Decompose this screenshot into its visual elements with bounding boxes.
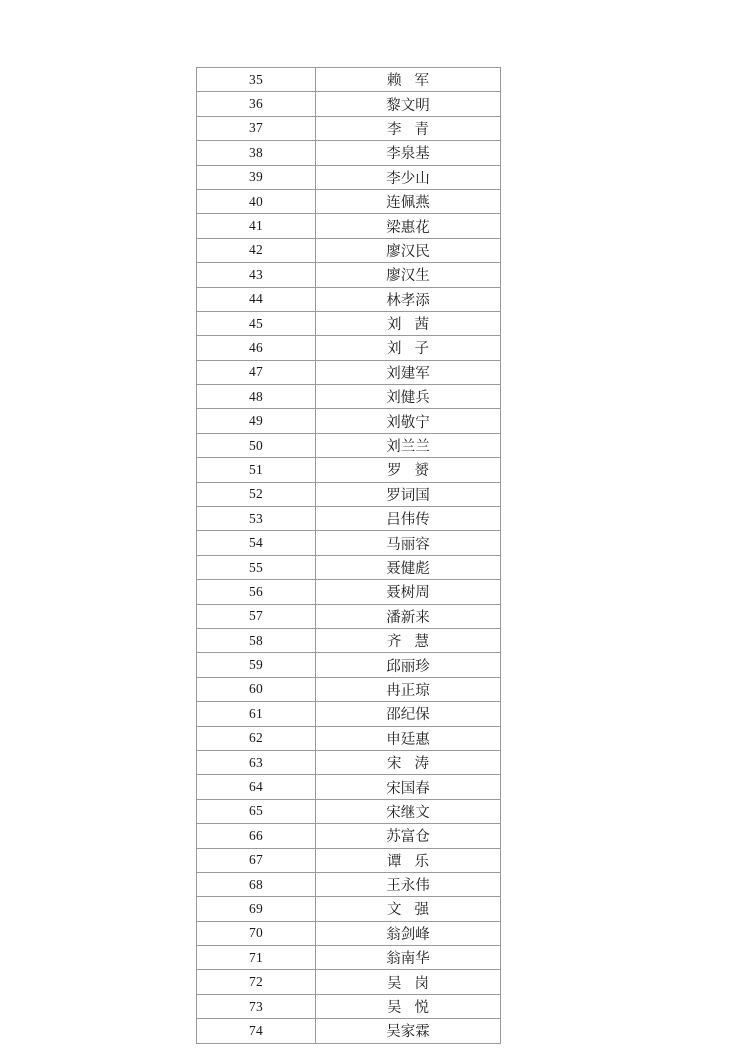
row-name-cell: 刘建军 bbox=[316, 360, 501, 384]
table-row bbox=[197, 433, 501, 457]
row-name-cell: 连佩燕 bbox=[316, 189, 501, 213]
row-name-cell: 罗词国 bbox=[316, 482, 501, 506]
row-name-cell: 黎文明 bbox=[316, 92, 501, 116]
name-glyph: 赖 bbox=[387, 73, 402, 90]
name-glyph: 乐 bbox=[414, 853, 429, 870]
table-row bbox=[197, 263, 501, 287]
row-index-cell: 65 bbox=[197, 799, 316, 823]
table-row bbox=[197, 702, 501, 726]
name-glyph: 吴 bbox=[387, 975, 402, 992]
row-index-cell: 60 bbox=[197, 677, 316, 701]
row-index-cell: 51 bbox=[197, 458, 316, 482]
table-row bbox=[197, 360, 501, 384]
table-row bbox=[197, 141, 501, 165]
row-index-cell: 52 bbox=[197, 482, 316, 506]
row-index-cell: 56 bbox=[197, 580, 316, 604]
row-name-cell: 李泉基 bbox=[316, 141, 501, 165]
name-glyph: 悦 bbox=[414, 1000, 429, 1017]
name-glyph: 赟 bbox=[414, 463, 429, 480]
table-row bbox=[197, 531, 501, 555]
row-name-cell: 冉正琼 bbox=[316, 677, 501, 701]
table-row bbox=[197, 604, 501, 628]
table-row bbox=[197, 385, 501, 409]
row-index-cell: 68 bbox=[197, 872, 316, 896]
table-row bbox=[197, 653, 501, 677]
row-index-cell: 47 bbox=[197, 360, 316, 384]
row-index-cell: 63 bbox=[197, 750, 316, 774]
table-row bbox=[197, 189, 501, 213]
table-row bbox=[197, 970, 501, 994]
row-name-cell bbox=[316, 311, 501, 335]
row-index-cell: 44 bbox=[197, 287, 316, 311]
row-name-cell: 宋国春 bbox=[316, 775, 501, 799]
row-name-cell: 刘敬宁 bbox=[316, 409, 501, 433]
row-index-cell: 70 bbox=[197, 921, 316, 945]
roster-table-body bbox=[197, 68, 501, 1044]
row-name-cell bbox=[316, 897, 501, 921]
row-index-cell: 53 bbox=[197, 507, 316, 531]
table-row bbox=[197, 238, 501, 262]
row-index-cell: 39 bbox=[197, 165, 316, 189]
row-index-cell: 64 bbox=[197, 775, 316, 799]
table-row bbox=[197, 68, 501, 92]
name-glyph: 军 bbox=[414, 73, 429, 90]
row-index-cell: 55 bbox=[197, 555, 316, 579]
row-index-cell: 58 bbox=[197, 628, 316, 652]
table-row bbox=[197, 848, 501, 872]
row-name-cell: 聂树周 bbox=[316, 580, 501, 604]
table-row bbox=[197, 555, 501, 579]
table-row bbox=[197, 482, 501, 506]
row-index-cell: 74 bbox=[197, 1019, 316, 1043]
row-index-cell: 41 bbox=[197, 214, 316, 238]
table-row bbox=[197, 994, 501, 1018]
table-row bbox=[197, 677, 501, 701]
row-name-cell: 苏富仓 bbox=[316, 824, 501, 848]
row-name-cell: 刘健兵 bbox=[316, 385, 501, 409]
row-name-cell bbox=[316, 336, 501, 360]
table-row bbox=[197, 628, 501, 652]
table-row bbox=[197, 946, 501, 970]
name-glyph: 齐 bbox=[387, 634, 402, 651]
table-row bbox=[197, 872, 501, 896]
row-name-cell: 吕伟传 bbox=[316, 507, 501, 531]
name-glyph: 青 bbox=[414, 121, 429, 138]
name-glyph: 文 bbox=[387, 902, 402, 919]
table-row bbox=[197, 165, 501, 189]
row-name-cell bbox=[316, 458, 501, 482]
row-index-cell: 54 bbox=[197, 531, 316, 555]
row-index-cell: 36 bbox=[197, 92, 316, 116]
table-row bbox=[197, 750, 501, 774]
table-row bbox=[197, 409, 501, 433]
row-name-cell: 宋继文 bbox=[316, 799, 501, 823]
name-glyph: 强 bbox=[414, 902, 429, 919]
row-name-cell: 林孝添 bbox=[316, 287, 501, 311]
row-index-cell: 61 bbox=[197, 702, 316, 726]
name-glyph: 岗 bbox=[414, 975, 429, 992]
table-row bbox=[197, 824, 501, 848]
row-name-cell: 廖汉民 bbox=[316, 238, 501, 262]
row-name-cell: 梁惠花 bbox=[316, 214, 501, 238]
row-index-cell: 72 bbox=[197, 970, 316, 994]
row-index-cell: 71 bbox=[197, 946, 316, 970]
table-row bbox=[197, 775, 501, 799]
row-name-cell bbox=[316, 628, 501, 652]
row-name-cell: 王永伟 bbox=[316, 872, 501, 896]
row-index-cell: 57 bbox=[197, 604, 316, 628]
name-glyph: 宋 bbox=[387, 756, 402, 773]
table-row bbox=[197, 116, 501, 140]
row-name-cell: 刘兰兰 bbox=[316, 433, 501, 457]
table-row bbox=[197, 336, 501, 360]
table-row bbox=[197, 897, 501, 921]
row-name-cell: 廖汉生 bbox=[316, 263, 501, 287]
table-row bbox=[197, 287, 501, 311]
row-index-cell: 37 bbox=[197, 116, 316, 140]
row-index-cell: 38 bbox=[197, 141, 316, 165]
row-name-cell: 潘新来 bbox=[316, 604, 501, 628]
table-row bbox=[197, 799, 501, 823]
row-name-cell bbox=[316, 116, 501, 140]
name-glyph: 罗 bbox=[387, 463, 402, 480]
row-index-cell: 67 bbox=[197, 848, 316, 872]
name-glyph: 刘 bbox=[387, 317, 402, 334]
table-row bbox=[197, 726, 501, 750]
row-name-cell: 翁南华 bbox=[316, 946, 501, 970]
row-index-cell: 46 bbox=[197, 336, 316, 360]
row-index-cell: 49 bbox=[197, 409, 316, 433]
table-row bbox=[197, 1019, 501, 1043]
table-row bbox=[197, 507, 501, 531]
name-glyph: 涛 bbox=[414, 756, 429, 773]
table-row bbox=[197, 458, 501, 482]
row-index-cell: 40 bbox=[197, 189, 316, 213]
row-index-cell: 50 bbox=[197, 433, 316, 457]
row-index-cell: 48 bbox=[197, 385, 316, 409]
row-index-cell: 73 bbox=[197, 994, 316, 1018]
table-row bbox=[197, 311, 501, 335]
name-glyph: 茜 bbox=[414, 317, 429, 334]
name-glyph: 慧 bbox=[414, 634, 429, 651]
row-name-cell: 聂健彪 bbox=[316, 555, 501, 579]
row-name-cell bbox=[316, 994, 501, 1018]
row-name-cell: 李少山 bbox=[316, 165, 501, 189]
table-row bbox=[197, 580, 501, 604]
table-row bbox=[197, 921, 501, 945]
row-name-cell: 翁剑峰 bbox=[316, 921, 501, 945]
row-name-cell bbox=[316, 848, 501, 872]
row-name-cell: 申廷惠 bbox=[316, 726, 501, 750]
row-name-cell bbox=[316, 68, 501, 92]
row-index-cell: 62 bbox=[197, 726, 316, 750]
row-name-cell: 邵纪保 bbox=[316, 702, 501, 726]
row-index-cell: 35 bbox=[197, 68, 316, 92]
row-name-cell: 邱丽珍 bbox=[316, 653, 501, 677]
row-index-cell: 43 bbox=[197, 263, 316, 287]
name-glyph: 谭 bbox=[387, 853, 402, 870]
roster-table bbox=[196, 67, 501, 1044]
row-name-cell: 吴家霖 bbox=[316, 1019, 501, 1043]
table-row bbox=[197, 214, 501, 238]
row-name-cell bbox=[316, 750, 501, 774]
row-name-cell bbox=[316, 970, 501, 994]
row-index-cell: 45 bbox=[197, 311, 316, 335]
row-name-cell: 马丽容 bbox=[316, 531, 501, 555]
row-index-cell: 42 bbox=[197, 238, 316, 262]
row-index-cell: 66 bbox=[197, 824, 316, 848]
name-glyph: 李 bbox=[387, 121, 402, 138]
table-row bbox=[197, 92, 501, 116]
row-index-cell: 59 bbox=[197, 653, 316, 677]
roster-table-container bbox=[196, 67, 500, 1044]
name-glyph: 子 bbox=[414, 341, 429, 358]
name-glyph: 吴 bbox=[387, 1000, 402, 1017]
name-glyph: 刘 bbox=[387, 341, 402, 358]
row-index-cell: 69 bbox=[197, 897, 316, 921]
